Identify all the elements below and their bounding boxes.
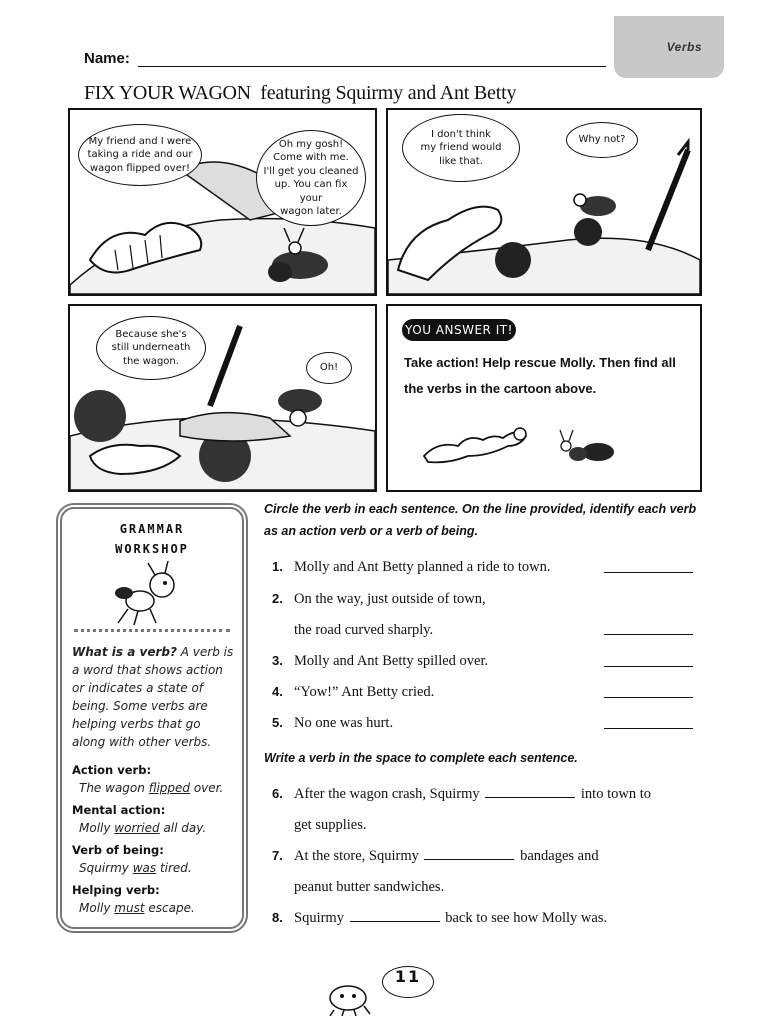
example-label: Mental action: [72, 803, 166, 817]
question-6-continued: get supplies. [294, 817, 367, 833]
example-verb-of-being [72, 841, 237, 877]
example-sentence: Molly must escape. [79, 901, 195, 915]
speech-bubble-squirmy-1: My friend and I were taking a ride and our wagon flipped over! [78, 124, 202, 186]
example-sentence: Molly worried all day. [79, 821, 207, 835]
answer-blank-7[interactable] [424, 848, 514, 860]
exercise-1-instructions: Circle the verb in each sentence. On the line provided, identify each verb as an action verb or a verb of being. [264, 502, 697, 538]
question-5: 5. No one was hurt. [272, 715, 394, 731]
verb-definition [72, 643, 237, 751]
example-action-verb [72, 761, 237, 797]
example-label: Action verb: [72, 763, 152, 777]
you-answer-badge: YOU ANSWER IT! [402, 319, 516, 341]
example-label: Helping verb: [72, 883, 160, 897]
example-sentence: The wagon flipped over. [79, 781, 224, 795]
question-2-continued: the road curved sharply. [294, 622, 434, 638]
answer-blank-6[interactable] [485, 786, 575, 798]
answer-blank-8[interactable] [350, 910, 440, 922]
mascot-footer-icon [324, 976, 384, 1016]
grammar-workshop-box [56, 503, 248, 933]
ant-mascot-icon [110, 561, 190, 627]
answer-line-5[interactable] [604, 728, 693, 729]
page-number: 11 [382, 966, 434, 998]
name-label: Name: [84, 50, 130, 67]
section-tab-label: Verbs [666, 40, 702, 54]
speech-bubble-ant-3: Oh! [306, 352, 352, 384]
example-helping-verb [72, 881, 237, 917]
comic-panel-3 [68, 304, 377, 492]
example-sentence: Squirmy was tired. [79, 861, 192, 875]
page-title-main: FIX YOUR WAGON [84, 82, 251, 104]
section-tab [614, 16, 724, 78]
exercise-2-instructions: Write a verb in the space to complete each sentence. [264, 751, 578, 765]
question-7-continued: peanut butter sandwiches. [294, 879, 445, 895]
speech-bubble-squirmy-3: Because she's still underneath the wagon. [96, 316, 206, 380]
you-answer-text: Take action! Help rescue Molly. Then find all the verbs in the cartoon above. [404, 355, 676, 396]
speech-bubble-squirmy-2: I don't think my friend would like that. [402, 114, 520, 182]
divider-dots [74, 629, 230, 632]
comic-panel-1 [68, 108, 377, 296]
name-line[interactable] [138, 66, 606, 67]
comic-panel-2 [386, 108, 702, 296]
question-4: 4. “Yow!” Ant Betty cried. [272, 684, 435, 700]
answer-line-1[interactable] [604, 572, 693, 573]
verb-definition-text: A verb is a word that shows action or indicates a state of being. Some verbs are helping verbs that go along with other verbs. [72, 645, 234, 749]
question-7: 7. At the store, Squirmy bandages and [272, 848, 599, 864]
question-1: 1. Molly and Ant Betty planned a ride to town. [272, 559, 551, 575]
speech-bubble-ant-1: Oh my gosh! Come with me. I'll get you cleaned up. You can fix your wagon later. [256, 130, 366, 226]
question-8: 8. Squirmy back to see how Molly was. [272, 910, 608, 926]
speech-bubble-ant-2: Why not? [566, 122, 638, 158]
example-label: Verb of being: [72, 843, 164, 857]
answer-line-3[interactable] [604, 666, 693, 667]
verb-definition-question: What is a verb? [72, 645, 177, 659]
question-2: 2. On the way, just outside of town, [272, 591, 486, 607]
answer-line-2[interactable] [604, 634, 693, 635]
example-mental-action [72, 801, 237, 837]
page-title-suffix: featuring Squirmy and Ant Betty [260, 82, 517, 104]
question-3: 3. Molly and Ant Betty spilled over. [272, 653, 489, 669]
grammar-workshop-title: GRAMMAR WORKSHOP [115, 522, 189, 556]
answer-line-4[interactable] [604, 697, 693, 698]
question-6: 6. After the wagon crash, Squirmy into town to [272, 786, 651, 802]
page-title [84, 82, 516, 105]
